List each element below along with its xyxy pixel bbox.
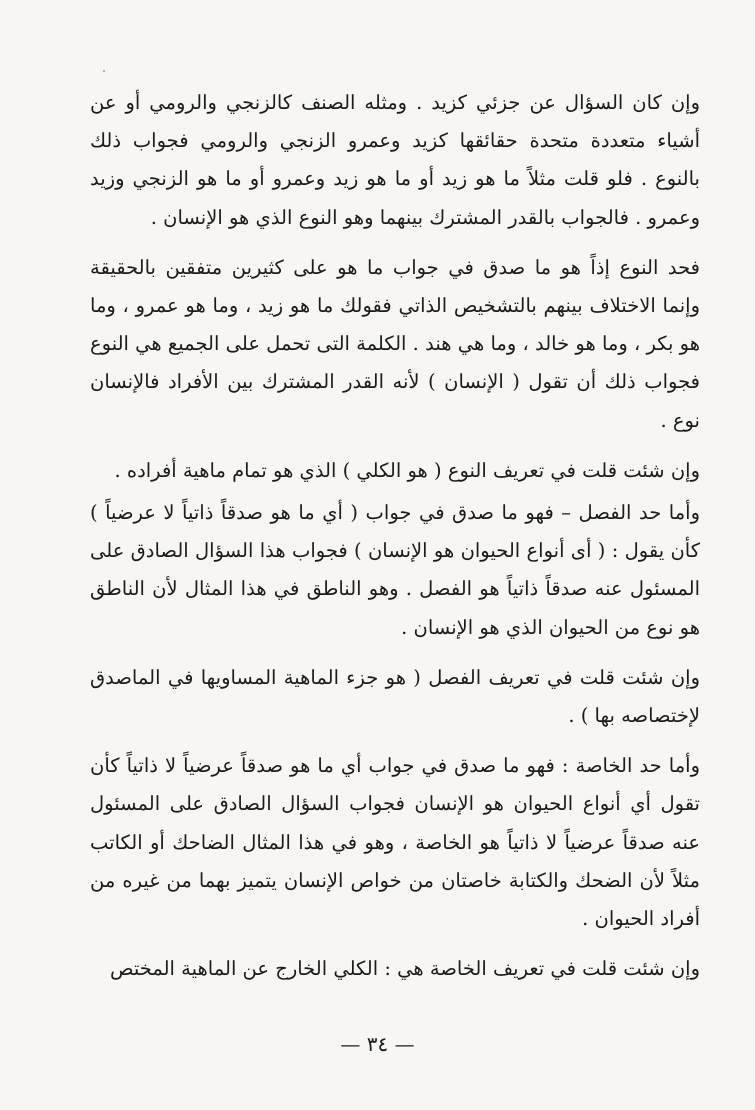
paragraph-species-alt-definition: وإن شئت قلت في تعريف النوع ( هو الكلي ) الذي هو تمام ماهية أفراده . bbox=[114, 458, 700, 482]
paragraph-definition-species: فحد النوع إذاً هو ما صدق في جواب ما هو على كثيرين متفقين بالحقيقة وإنما الاختلاف بينهم بالتشخيص الذاتي فقولك ما هو زيد ، وما هو عمرو ، وما هو بكر ، وما هو خالد ، وما هي هند . الكلمة التى تحمل على الجميع هي النوع فجواب ذلك أن تقول ( الإنسان ) لأنه القدر المشترك بين الأفراد فالإنسان نوع . bbox=[90, 255, 700, 432]
paragraph-property-alt-definition: وإن شئت قلت في تعريف الخاصة هي : الكلي الخارج عن الماهية المختص bbox=[109, 957, 700, 981]
paragraph-definition-differentia: وأما حد الفصل – فهو ما صدق في جواب ( أي ما هو صدقاً ذاتياً لا عرضياً ) كأن يقول : ( أى أنواع الحيوان هو الإنسان ) فجواب هذا السؤال الصادق على المسئول عنه صدقاً ذاتياً هو الفصل . وهو الناطق في هذا المثال لأن الناطق هو نوع من الحيوان الذي هو الإنسان . bbox=[90, 501, 700, 639]
ink-speck bbox=[103, 70, 105, 72]
page-number: — ٣٤ — bbox=[340, 1032, 415, 1056]
paragraph-definition-property: وأما حد الخاصة : فهو ما صدق في جواب أي ما هو صدقاً عرضياً لا ذاتياً كأن تقول أي أنواع الحيوان هو الإنسان فجواب السؤال الصادق على المسئول عنه صدقاً عرضياً لا ذاتياً هو الخاصة ، وهو في هذا المثال الضاحك أو الكاتب مثلاً لأن الضحك والكتابة خاصتان من خواص الإنسان يتميز بهما من غيره من أفراد الحيوان . bbox=[90, 754, 700, 931]
page-body bbox=[90, 84, 700, 1000]
paragraph-question-particular: وإن كان السؤال عن جزئي كزيد . ومثله الصنف كالزنجي والرومي أو عن أشياء متعددة متحدة حقائقها كزيد وعمرو الزنجي والرومي فجواب ذلك بالنوع . فلو قلت مثلاً ما هو زيد أو ما هو زيد وعمرو أو ما هو الزنجي وزيد وعمرو . فالجواب بالقدر المشترك بينهما وهو النوع الذي هو الإنسان . bbox=[90, 91, 700, 229]
paragraph-differentia-alt-definition: وإن شئت قلت في تعريف الفصل ( هو جزء الماهية المساويها في الماصدق لإختصاصه بها ) . bbox=[90, 665, 700, 728]
